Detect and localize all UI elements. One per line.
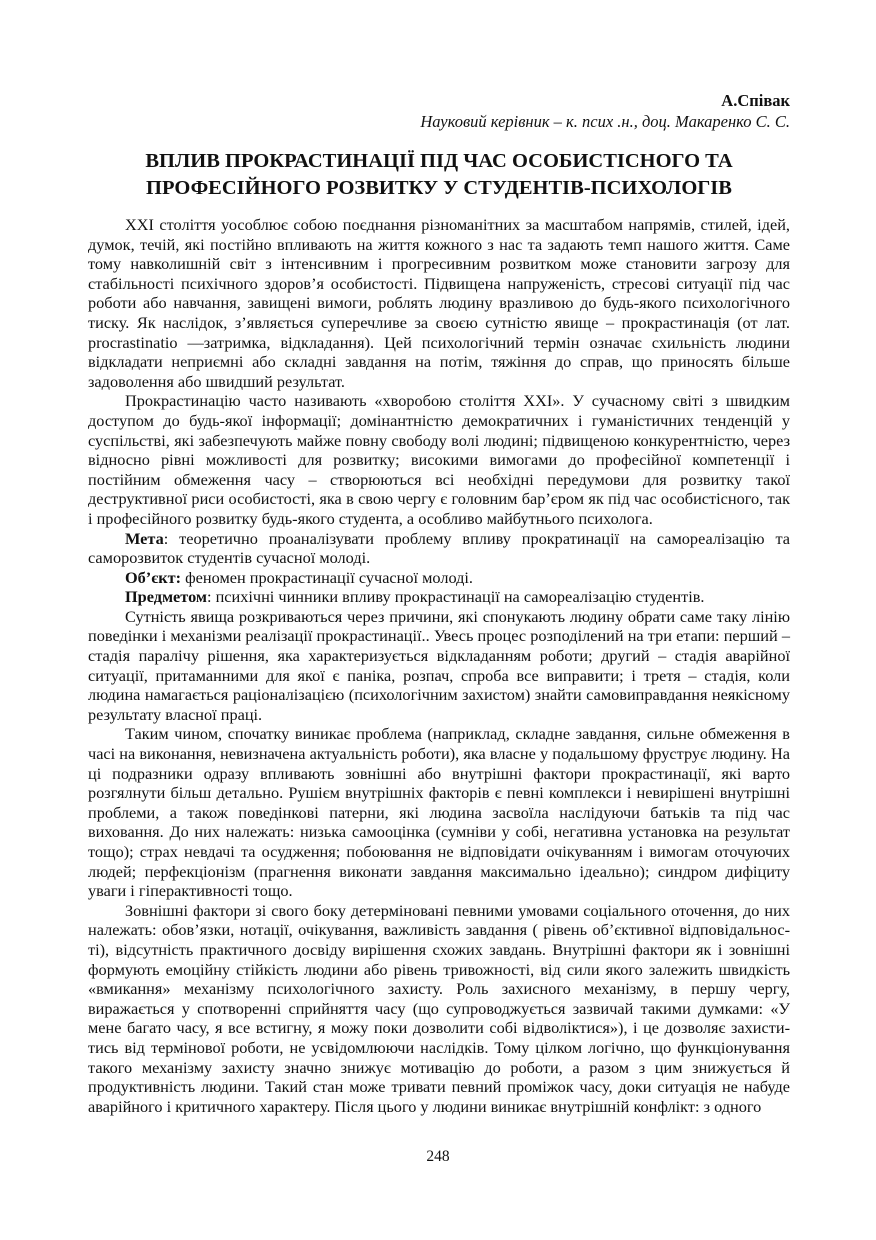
paragraph-text: Зовнішні фактори зі свого боку детерміновані певними умовами соціального оточення, до них належать: обов’язки, нотації, очікування, важливість завдання ( рівень об’єктивної відповідальнос-ті), відсутність практичного досвіду вирішення схожих завдань. Внутрішні фактори як і зовнішні формують емоційну стійкість людини або рівень тривожності, від сили якого залежить швидкість «вмикання» механізму психологічного захисту. Роль захисного механізму, в першу чергу, виражається у спотворенні сприйняття часу (що супроводжується зазвичай такими думками: «У мене багато часу, я все встигну, я можу поки дозволити собі відволіктися»), і це дозволяє захисти-тись від термінової роботи, не усвідомлюючи наслідків. Тому цілком логічно, що функціонування такого механізму захисту значно знижує мотивацію до роботи, а разом з цим знижується й продуктивність людини. Такий стан може тривати певний проміжок часу, доки ситуація не набуде аварійного і критичного характеру. Після цього у людини виникає внутрішній конфлікт: з одного — [88, 900, 790, 1116]
supervisor-line: Науковий керівник – к. псих .н., доц. Макаренко С. С. — [420, 112, 790, 131]
page-number: 248 — [426, 1148, 450, 1165]
paragraph-text: Сутність явища розкриваються через причини, які спонукають людину обрати саме таку лінію поведінки і механізми реалізації прокрастинації.. Увесь процес розподілений на три етапи: перший – стадія паралічу рішення, яка характеризується відкладанням роботи; другий – стадія аварійної ситуації, притаманними для якої є паніка, розпач, спроба все виправити; і третя – стадія, коли людина намагається раціоналізацією (психологічним захистом) знайти самовиправдання неякісному результату власної праці. — [88, 606, 790, 724]
paragraph-text: : теоретично проаналізувати проблему впливу прократинації на самореалізацію та саморозвиток студентів сучасної молоді. — [88, 528, 790, 568]
paragraph-disease-of-century — [88, 391, 790, 528]
article-body — [88, 215, 790, 1116]
paragraph-text: Прокрастинацію часто називають «хворобою століття XXI». У сучасному світі з швидким доступом до будь-якої інформації; домінантністю демократичних і гуманістичних тенденцій у суспільстві, які забезпечують майже повну свободу волі людині; підвищеною конкурентністю, через відносно рівні можливості для розвитку; високими вимогами до професійної компетенції і постійним обмеження часу – створюються всі необхідні передумови для розвитку такої деструктивної риси особистості, яка в свою чергу є головним бар’єром як під час особистісного, так і професійного розвитку будь-якого студента, а особливо майбутнього психолога. — [88, 391, 790, 528]
paragraph-text: XXI століття уособлює собою поєднання різноманітних за масштабом напрямів, стилей, ідей, думок, течій, які постійно впливають на життя кожного з нас та задають темп нашого життя. Саме тому навколишній світ з інтенсивним і прогресивним розвитком може становити загрозу для стабільності психічного здоров’я особистості. Підвищена напруженість, стресові ситуації під час роботи або навчання, завищені вимоги, роблять людину вразливою до будь-якого психологічного тиску. Як наслідок, з’являється суперечливе за своєю сутністю явище – прокрастинація (от лат. procrastinatio —затримка, відкладання). Цей психологічний термін означає схильність людини відкладати неприємні або складні завдання на потім, тяжіння до справ, що приносять більше задоволення або швидший результат. — [88, 215, 790, 391]
paragraph-lead: Об’єкт: — [125, 567, 182, 587]
paper-title: ВПЛИВ ПРОКРАСТИНАЦІЇ ПІД ЧАС ОСОБИСТІСНОГО ТА ПРОФЕСІЙНОГО РОЗВИТКУ У СТУДЕНТІВ-ПСИХОЛОГІВ — [145, 150, 733, 199]
paragraph-meta — [88, 529, 790, 568]
paragraph-internal-factors — [88, 724, 790, 900]
paragraph-lead: Предметом — [125, 587, 207, 607]
paragraph-object — [88, 568, 790, 588]
paragraph-external-factors — [88, 901, 790, 1117]
paragraph-text: : психічні чинники впливу прокрастинації на самореалізацію студентів. — [207, 587, 705, 607]
paragraph-lead: Мета — [125, 528, 164, 548]
author-name: А.Співак — [721, 91, 790, 110]
paragraph-subject — [88, 587, 790, 607]
paragraph-intro — [88, 215, 790, 391]
paragraph-essence — [88, 607, 790, 725]
paragraph-text: Таким чином, спочатку виникає проблема (наприклад, складне завдання, сильне обмеження в часі на виконання, невизначена актуальність роботи), яка власне у подальшому фруструє людину. На ці подразники одразу впливають зовнішні або внутрішні фактори прокрастинації, які варто розгялнути більш детально. Рушієм внутрішніх факторів є певні комплекси і невирішені внутрішні проблеми, а також поведінкові патерни, які людина засвоїла наслідуючи батьків та під час виховання. До них належать: низька самооцінка (сумніви у собі, негативна установка на результат тощо); страх невдачі та осудження; побоювання не відповідати очікуванням і вимогам оточуючих людей; перфекціонізм (прагнення виконати завдання максимально ідеально); синдром дифіциту уваги і гіперактивності тощо. — [88, 724, 790, 901]
byline-block — [88, 90, 790, 132]
paragraph-text: феномен прокрастинації сучасної молоді. — [181, 567, 474, 587]
